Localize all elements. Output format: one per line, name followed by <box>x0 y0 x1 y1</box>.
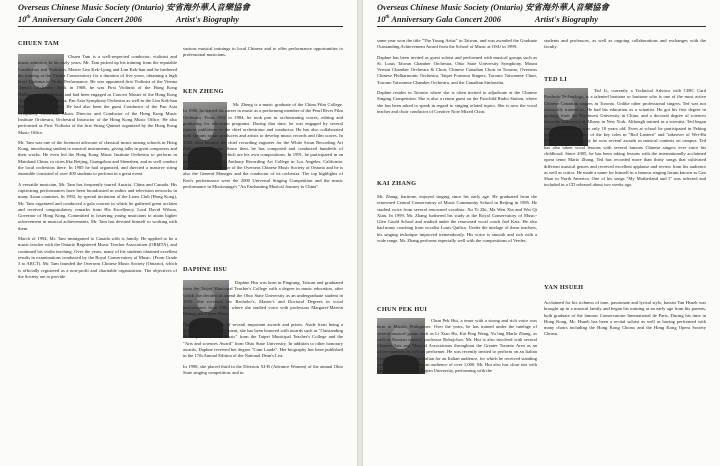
left-page <box>0 0 357 466</box>
bio-paragraph: A versatile musician, Mr. Tam has frequently toured Austria, China and Canada. His captivating performances have been broadcasted in radios and television networks in many Asian countries. In 1992, by special invitation of the Lions Club (Hong Kong), Mr. Tam organized and conducted a gala concert in which he gathered great acclaim and received congratulatory remarks from His Excellency, Lord David Wilson, Governor of Hong Kong. Committed to fostering young musicians to attain higher achievement in musical achievements, Mr. Tam has devoted himself to working with them. <box>18 181 177 231</box>
header-anniversary-sup: th <box>385 15 390 20</box>
bio-kai-zhang <box>377 194 537 248</box>
bio-paragraph: Chuen Tam is a well-respected conductor, violinist and music educator. In his early years, Mr. Tam picked up his training from the reputable Conductors and Violinists, Master Lim Kek-Ljong and Lim Kek-han and he furthered his training at the Vienna Conservatory for a duration of five years, obtaining a high level Diploma in Violin Performance. He was appointed first Violinist of the Vienna Opera's Orchestra. Back in 1968, he was First Violinist of the Hong Kong Philharmonic Orchestra, and had been engaged as Concert Master of the Hong Kong City Symphony Orchestra; Pan Asia Symphony Orchestra as well as the Lim Kek-han Philharmonic Orchestra. He had also been the guest Conductor of the Pan Asia Symphony Orchestra; Music Director and Conductor of the Hong Kong Music Institute Orchestra, Orchestral Instructor of the Hong Kong Music Office. He also performed as First Violinist of the first String Quintet organized by the Hong Kong Music Office. <box>18 54 177 135</box>
header-section: Artist's Biography <box>175 14 239 24</box>
bio-paragraph: In 1998, she placed third in the Division XI-B (Advance Women) of the annual Ohio State singing competition, and in <box>183 363 343 375</box>
header-anniversary-num: 10 <box>377 14 386 24</box>
header-org: Overseas Chinese Music Society (Ontario) 安省海外華人音樂協會 <box>377 3 609 12</box>
bio-paragraph: Daphne resides in Toronto where she is often invited to adjudicate at the Chinese Singing Competition. She is also a return guest on the Fairchild Radio Station, where she has been asked to speak in regard to singing related topics. She is now the vocal teacher and choir conductor of Creative Note Mixed Choir. <box>377 90 537 114</box>
bio-ted-li <box>544 88 706 193</box>
artist-name-yan-hsueh: YAN HSUEH <box>544 284 584 291</box>
bio-ken-zheng <box>183 102 343 194</box>
bio-paragraph: Acclaimed for his richness of tone, passionate and lyrical style, bassist Yan Hsueh was brought up in a musical family and began his training at an early age from his parents, both graduate of the famous Conservatoire International de Paris. During his time in Hong Kong, Mr. Hsueh has been a recital soloist as well as having performed with many choirs including the Hong Kong Chorus and the Hong Kong Opera Society Chorus. <box>544 300 706 337</box>
bio-yan-hsueh <box>544 300 706 342</box>
page-header <box>18 3 343 27</box>
bio-paragraph: Daphne Hsu was born in Pingtung, Taiwan and graduated from the Taipei Municipal Teacher's College with a degree in music education, after which she decided to attend the Ohio State University as an undergraduate student in 1992. She received her Bachelor's, Master's and Doctoral Degrees in vocal performance from OSU, where she studied voice with professors Margaret-Marvin Huling and Eileen Davis. <box>183 280 343 317</box>
bio-paragraph: Chun Pek Hui, a tenor with a strong and rich voice was born in Manila, Philippines. Over the years, he has trained under the tutelage of several musical greats such as Li Xiao Hu, Kai Ping Wang, Yu ling Marlo Zhang, as well as Russian musical professor Robojchov. Mr. Hui is also involved with several Chinese Arts and Musical Associations throughout the Greater Toronto Area as an active member, as well as performer. He was recently invited to perform on an Italian Cruise Liner, singing in Italian for an Italian audience, for which he received standing ovations and praise from an audience of over 1,000. Mr. Hui also has close ties with the Musical Institute of Fujian University, performing with the <box>377 318 537 374</box>
bio-paragraph: Mr. Tam was one of the foremost advocate of classical music among schools in Hong Kong, introducing student to musical instruments, giving talks in great composers and their works. He even led the Hong Kong Music Institute Orchestra to perform in Mainland China, in cities like Beijing, Guangzhou and Shenzhen, and as well conduct the local orchestras there. In 1985 he had organized, and directed a massive string ensemble consisted of over 400 students to perform in a great event. <box>18 139 177 177</box>
header-rule <box>18 26 343 27</box>
bio-paragraph: Mr. Zheng is a music graduate of the China Film College. In 1980, he started his career in music as a performing member of the Pearl River Film Orchestra. From 1982 to 1984, he took part in orchestrating scores, editing and producing for television programs. During that time, he was engaged by several famous publishers as the chief orchestrator and conductor. He has also collaborated with famous music producers and artists to develop music records and film scores. In 1984, Ken became the chief recording engineer for the White Swan Recording Art Publishing Company. Since then, he has composed and conducted hundreds of productions, many of which are his own compositions. In 1991, he participated in an advanced study trip to Anthony Recording Art College in Los Angeles, California. Currently, he is a director of the Overseas Chinese Music Society of Ontario and he is also the General Manager and the conductor of its orchestra. The top highlights of Ken's performance were the 2000 Universal Singing Competition and the music performance in Mississauga's "An Enchanting Musical Journey to China". <box>183 102 343 189</box>
header-anniversary-sup: th <box>26 15 31 20</box>
artist-name-chun-pek-hui: CHUN PEK HUI <box>377 306 428 313</box>
header-anniversary: Anniversary Gala Concert 2006 <box>389 14 501 24</box>
right-page <box>363 0 720 466</box>
artist-name-chuen-tam: CHUEN TAM <box>18 40 60 47</box>
bio-daphne-hsu-cont <box>377 38 537 119</box>
page-header <box>377 3 706 27</box>
bio-chuen-tam <box>18 54 177 284</box>
bio-paragraph: Ted Li, currently a Technical Advisor with CIBC Card Products Technology, is a talented baritone or baritone who is one of the most active Chinese Canadian singers in Toronto. Unlike other professional singers, Ted was not classically trained so. He had his education as a scientist. He got his first degree in geology from the Northwest University in China, and a doctoral degree of sciences from the University at Albany in New York. Although trained as a scientist, Ted began singing when he as was only 10 years old. Even at school he participated in Peking opera, starting as some of the key roles in "Red Lantern" and "takeover of Wei-Hu Mountain". At university he won several awards in musical contests on campus. Ted has also taken vocal lessons with several famous Chinese singers ever since his childhood. Since 2005, he has been taking lessons with the internationally acclaimed opera tenor Mario Zhang. Ted has recorded more than thirty songs that cultivated different musical genres and received excellent applause and review from his audience as well as critics. He made a name for himself in a famous singing forum known as Gao Shan in North America. One of his songs "My Motherland and I" was selected and included in a CD released about two weeks ago. <box>544 88 706 188</box>
header-section: Artist's Biography <box>534 14 598 24</box>
bio-paragraph: Daphne is a recipient of several important awards and prizes. Aside from being a doctoral scholarship recipient, she has been honored with awards such as "Outstanding Accomplishments in Music" from the Taipei Municipal Teacher's College and the "Arts and sciences Award" from Ohio State University. In addition to other honorary awards, Daphne received her degree "Cum Laude". Her biography has been published in the 17th Annual Edition of the National Dean's List. <box>183 321 343 359</box>
bio-paragraph: March of 1994, Mr. Tam immigrated to Canada with is family. He applied to be a music teacher with the Ontario Registered Music Teacher Association (ORMTA), and continued his violin teaching. Over the years, many of his students obtained excellent results in examinations conducted by the Royal Conservatory of Music. (From Grade 3 to ARCT). Mr. Tam founded the Overseas Chinese Music Society (Ontario), which is officially registered as a non-profit and charitable organization. The objectives of the Society are to provide <box>18 236 177 279</box>
bio-chun-pek-hui <box>377 318 537 379</box>
bio-paragraph: Daphne has been invited as guest soloist and performed with musical groups such as St. Louis Taiwan Chamber Orchestra, Ohio State University Symphony, Mount Vernon Chamber Orchestra & Choir, Chinese Canadian Choir in Toronto, Overseas Chinese Philharmonic Orchestra, Taipei Formosa Singers, Toronto Taiwanese Choir, Toronto Taiwanese Chamber Orchestra, and the Canadian Sinfonetta. <box>377 54 537 85</box>
header-anniversary: Anniversary Gala Concert 2006 <box>30 14 142 24</box>
artist-name-kai-zhang: KAI ZHANG <box>377 180 417 187</box>
header-anniversary-num: 10 <box>18 14 27 24</box>
bio-paragraph: same year won the title "The Young Artist" in Taiwan, and was awarded the Graduate Outstanding Achievement Award from the School of Music at OSU in 1999. <box>377 38 537 50</box>
bio-chun-pek-hui-end: students and professors, as well as ongoing collaborations and exchanges with the faculty. <box>544 38 706 50</box>
artist-name-ted-li: TED LI <box>544 76 567 83</box>
header-org: Overseas Chinese Music Society (Ontario) 安省海外華人音樂協會 <box>18 3 250 12</box>
header-rule <box>377 26 706 27</box>
artist-name-daphne-hsu: DAPHNE HSU <box>183 266 228 273</box>
bio-daphne-hsu <box>183 280 343 380</box>
artist-name-ken-zheng: KEN ZHENG <box>183 88 224 95</box>
bio-chuen-tam-end: various musical trainings to local Chinese and to offer performance opportunities to professional musicians. <box>183 46 343 58</box>
bio-paragraph: Mr. Zhang, baritone, enjoyed singing since his early age. He graduated from the renowned Central Conservatory of Music Community School in Beijing in 1985. He studied voice from several renowned vocalists: Xu Yi Zhi, Ma Wen Xin and Wei Qi Xian. In 1999, Mr. Zhang furthered his study at the Royal Conservatory of Music- Glen Gould School and studied under the renowned vocal coach Joel Katz. He also had many coaching from vocalist Louis Quilico. Under the tutelage of these teachers, his singing technique improved tremendously. His voice is smooth and rich with a wide range. Mr. Zhang performs especially well with the compositions of Verdes. <box>377 194 537 244</box>
